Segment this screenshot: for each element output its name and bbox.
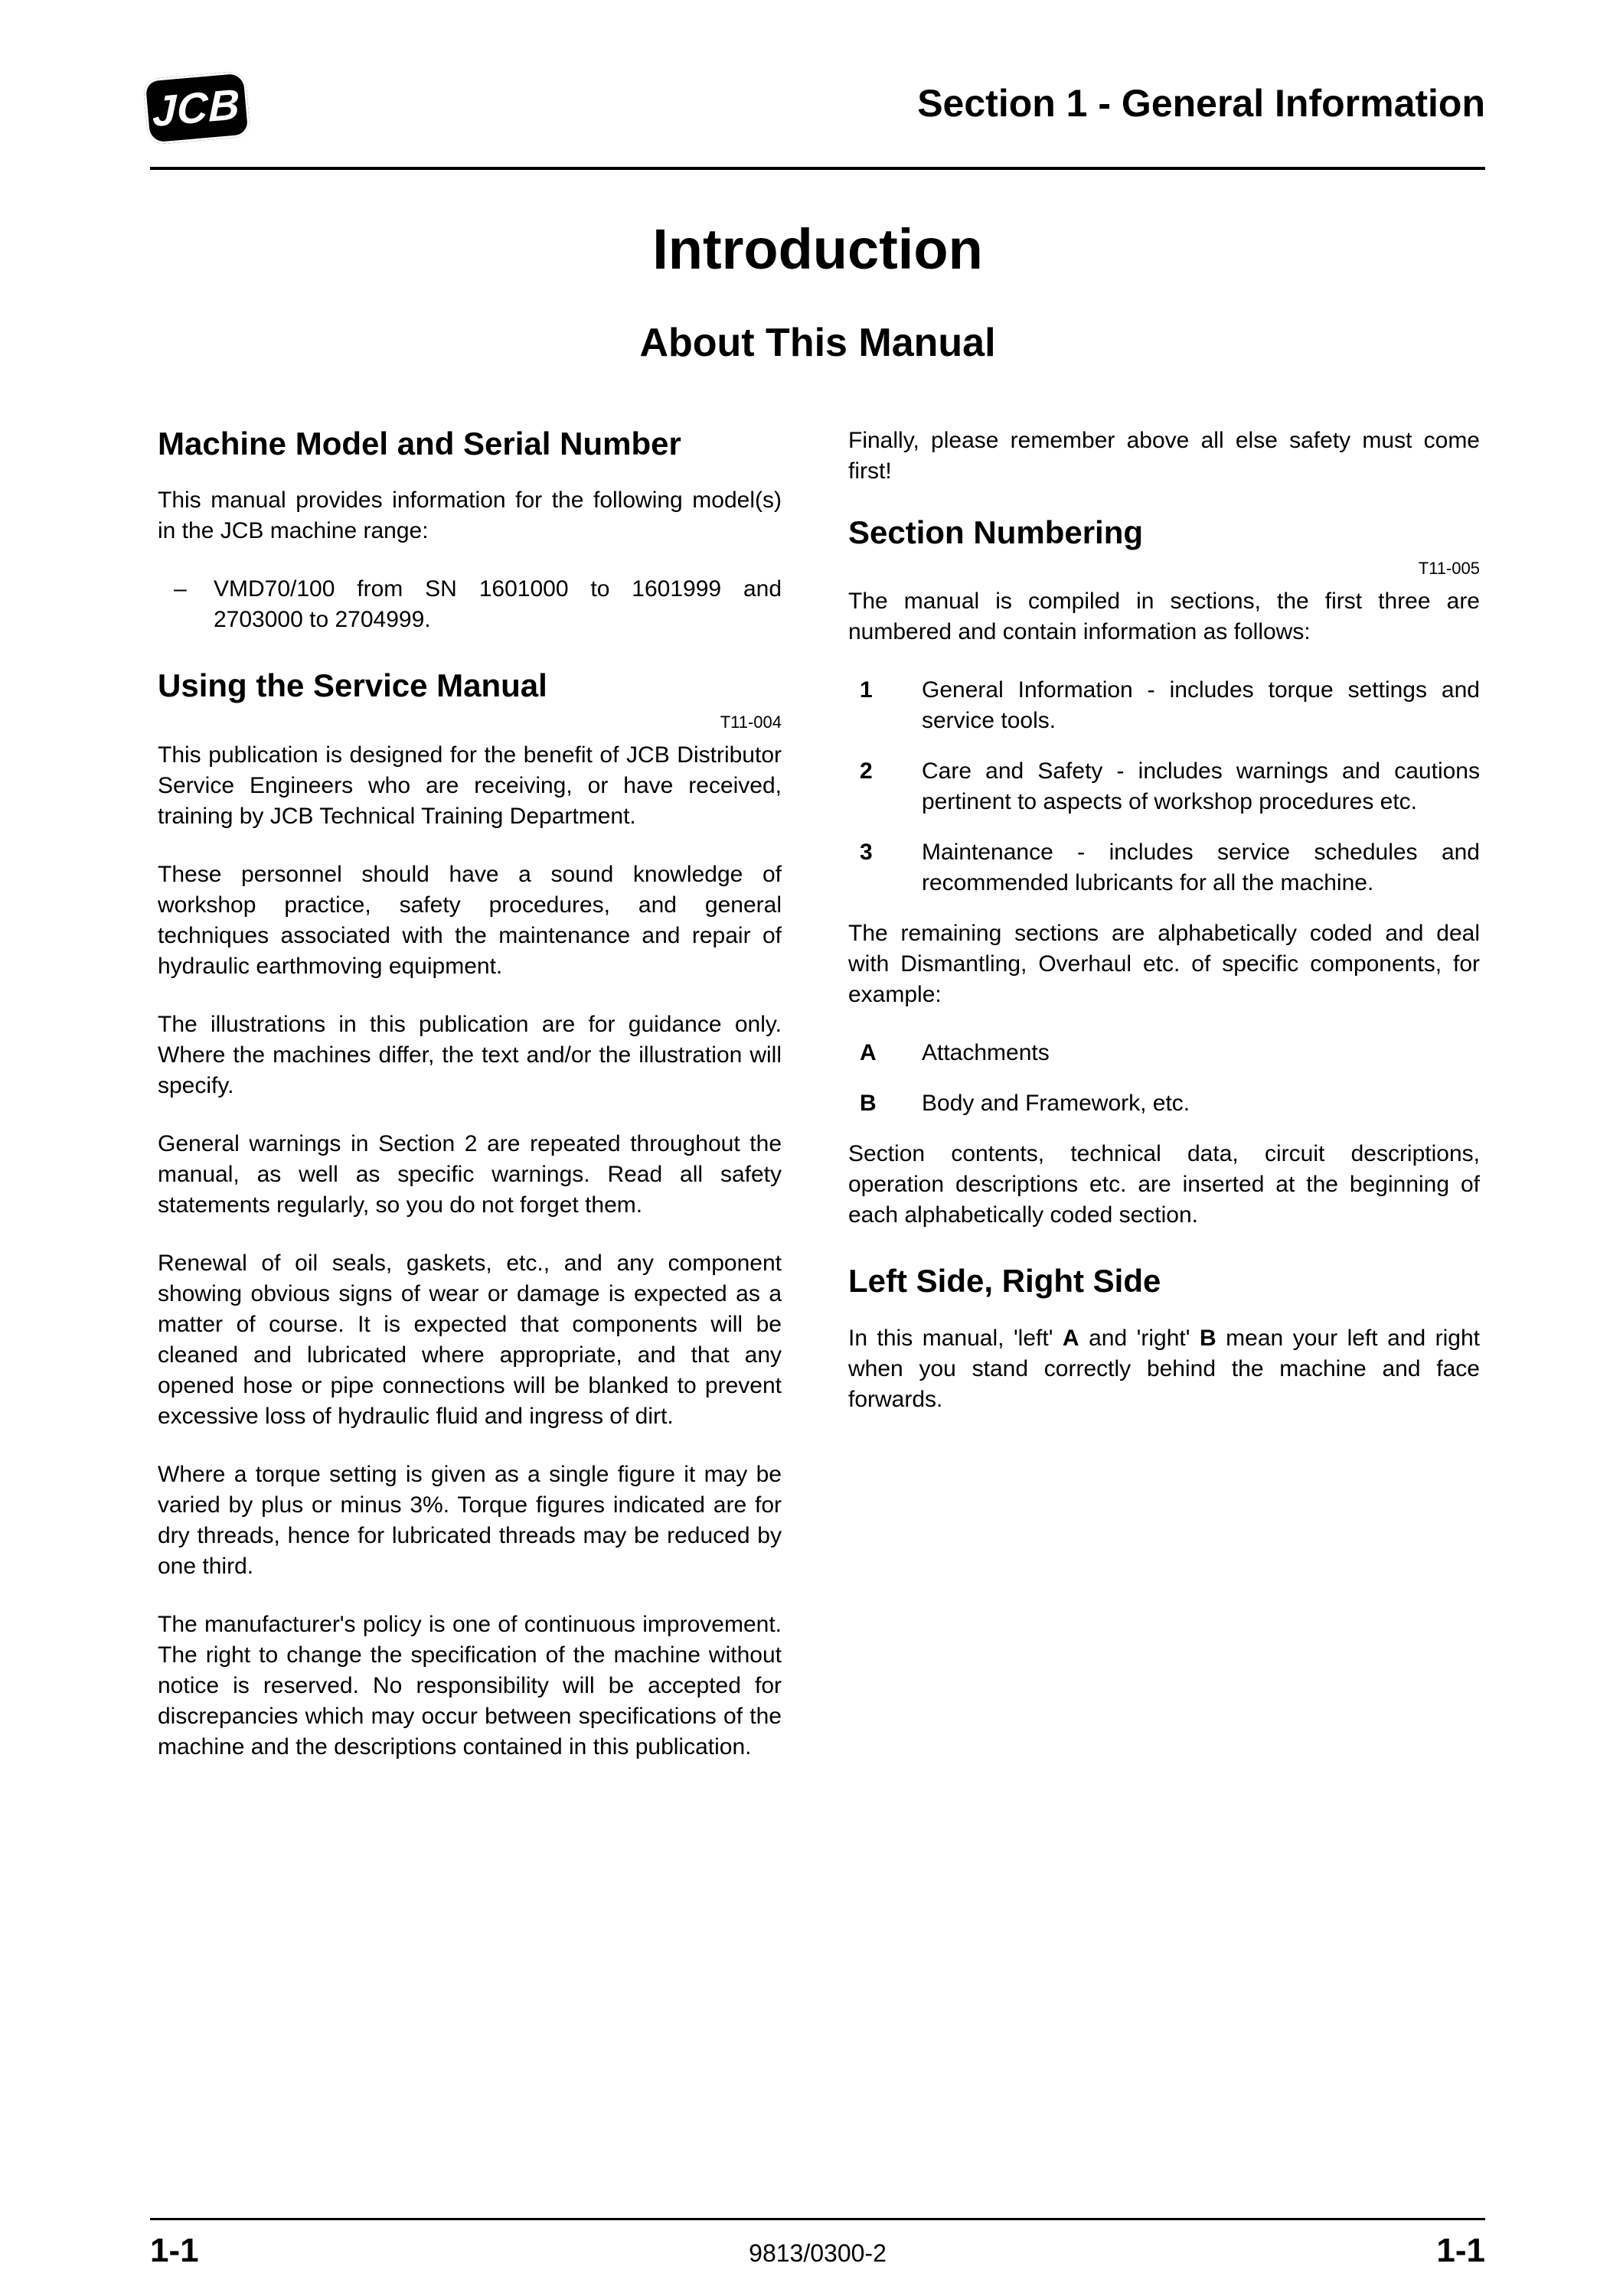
header-section-title: Section 1 - General Information — [917, 82, 1485, 125]
paragraph: Section contents, technical data, circuit descriptions, operation descriptions etc. are inserted at the beginning of each alphabetically coded section. — [848, 1141, 1480, 1228]
paragraph: The manual is compiled in sections, the first three are numbered and contain information as follows: — [848, 589, 1480, 645]
page-title: Introduction — [652, 217, 983, 281]
title-block — [150, 218, 1485, 366]
right-column — [848, 426, 1480, 1790]
footer-page-number-left: 1-1 — [150, 2232, 199, 2269]
paragraph: Where a torque setting is given as a single figure it may be varied by plus or minus 3%. Torque figures indicated are for dry threads, hence for lubricated threads may be reduced by one third. — [158, 1461, 782, 1579]
list-item-text: General Information - includes torque settings and service tools. — [922, 677, 1480, 734]
jcb-logo — [143, 70, 251, 145]
list-item-letter: B — [860, 1091, 877, 1117]
paragraph: Renewal of oil seals, gaskets, etc., and any component showing obvious signs of wear or damage is expected as a matter of course. It is expected that components will be cleaned and lubricated where appropriate, and that any opened hose or pipe connections will be blanked to prevent excessive loss of hydraulic fluid and ingress of dirt. — [158, 1250, 782, 1429]
paragraph-text: and 'right' — [1079, 1325, 1200, 1351]
paragraph-text: mean your left and right when you stand correctly behind the machine and face forwards. — [848, 1325, 1481, 1412]
heading-section-numbering: Section Numbering — [848, 514, 1144, 550]
paragraph: These personnel should have a sound knowledge of workshop practice, safety procedures, and general techniques associated with the maintenance and repair of hydraulic earthmoving equipment. — [158, 861, 782, 979]
jcb-logo-text: JCB — [152, 79, 241, 136]
numbered-list-item — [848, 837, 1480, 899]
list-item-text: Body and Framework, etc. — [922, 1091, 1190, 1117]
list-item-text: Maintenance - includes service schedules and recommended lubricants for all the machine. — [922, 840, 1480, 896]
lettered-list — [848, 1038, 1480, 1119]
numbered-list — [848, 675, 1480, 899]
bullet-marker: – — [174, 576, 187, 602]
page-header — [145, 73, 1485, 136]
paragraph-text: In this manual, 'left' — [848, 1325, 1063, 1351]
header-rule — [150, 167, 1485, 170]
bold-letter-a: A — [1062, 1325, 1079, 1351]
paragraph: General warnings in Section 2 are repeated throughout the manual, as well as specific warnings. Read all safety statements regularly, so you do not forget them. — [158, 1130, 782, 1218]
reference-code: T11-004 — [720, 712, 782, 732]
list-item-text: Care and Safety - includes warnings and cautions pertinent to aspects of workshop procedures etc. — [922, 758, 1480, 815]
footer-doc-number: 9813/0300-2 — [749, 2239, 887, 2267]
bold-letter-b: B — [1199, 1325, 1216, 1351]
heading-left-side-right-side: Left Side, Right Side — [848, 1263, 1161, 1300]
page-subtitle: About This Manual — [639, 321, 996, 366]
paragraph: The manufacturer's policy is one of continuous improvement. The right to change the specification of the machine without notice is reserved. No responsibility will be accepted for discrepancies which may occur between specifications of the machine and the descriptions contained in this publication. — [158, 1611, 782, 1760]
bullet-text: VMD70/100 from SN 1601000 to 1601999 and 2703000 to 2704999. — [214, 576, 782, 633]
lettered-list-item — [848, 1088, 1480, 1119]
list-item-letter: A — [860, 1040, 877, 1066]
list-item-number: 3 — [860, 840, 873, 866]
heading-using-service-manual: Using the Service Manual — [158, 667, 547, 704]
list-item-number: 1 — [860, 677, 873, 703]
paragraph: The remaining sections are alphabetically coded and deal with Dismantling, Overhaul etc. of specific components, for example: — [848, 921, 1480, 1008]
reference-code: T11-005 — [1418, 559, 1480, 579]
paragraph: This publication is designed for the benefit of JCB Distributor Service Engineers who are receiving, or have received, training by JCB Technical Training Department. — [158, 742, 782, 829]
paragraph: This manual provides information for the following model(s) in the JCB machine range: — [158, 488, 782, 544]
footer-rule — [150, 2218, 1485, 2220]
lettered-list-item — [848, 1038, 1480, 1068]
paragraph — [848, 1323, 1480, 1415]
paragraph: Finally, please remember above all else safety must come first! — [848, 428, 1480, 484]
footer-page-number-right: 1-1 — [1436, 2232, 1485, 2269]
numbered-list-item — [848, 675, 1480, 736]
numbered-list-item — [848, 756, 1480, 817]
heading-machine-model: Machine Model and Serial Number — [158, 426, 681, 461]
list-item-text: Attachments — [922, 1040, 1050, 1066]
body-columns — [158, 426, 1480, 1790]
page-footer — [150, 2232, 1485, 2270]
paragraph: The illustrations in this publication are for guidance only. Where the machines differ, the text and/or the illustration will specify. — [158, 1011, 782, 1098]
left-column — [158, 426, 782, 1790]
list-item-number: 2 — [860, 758, 873, 784]
bullet-item — [158, 574, 782, 635]
